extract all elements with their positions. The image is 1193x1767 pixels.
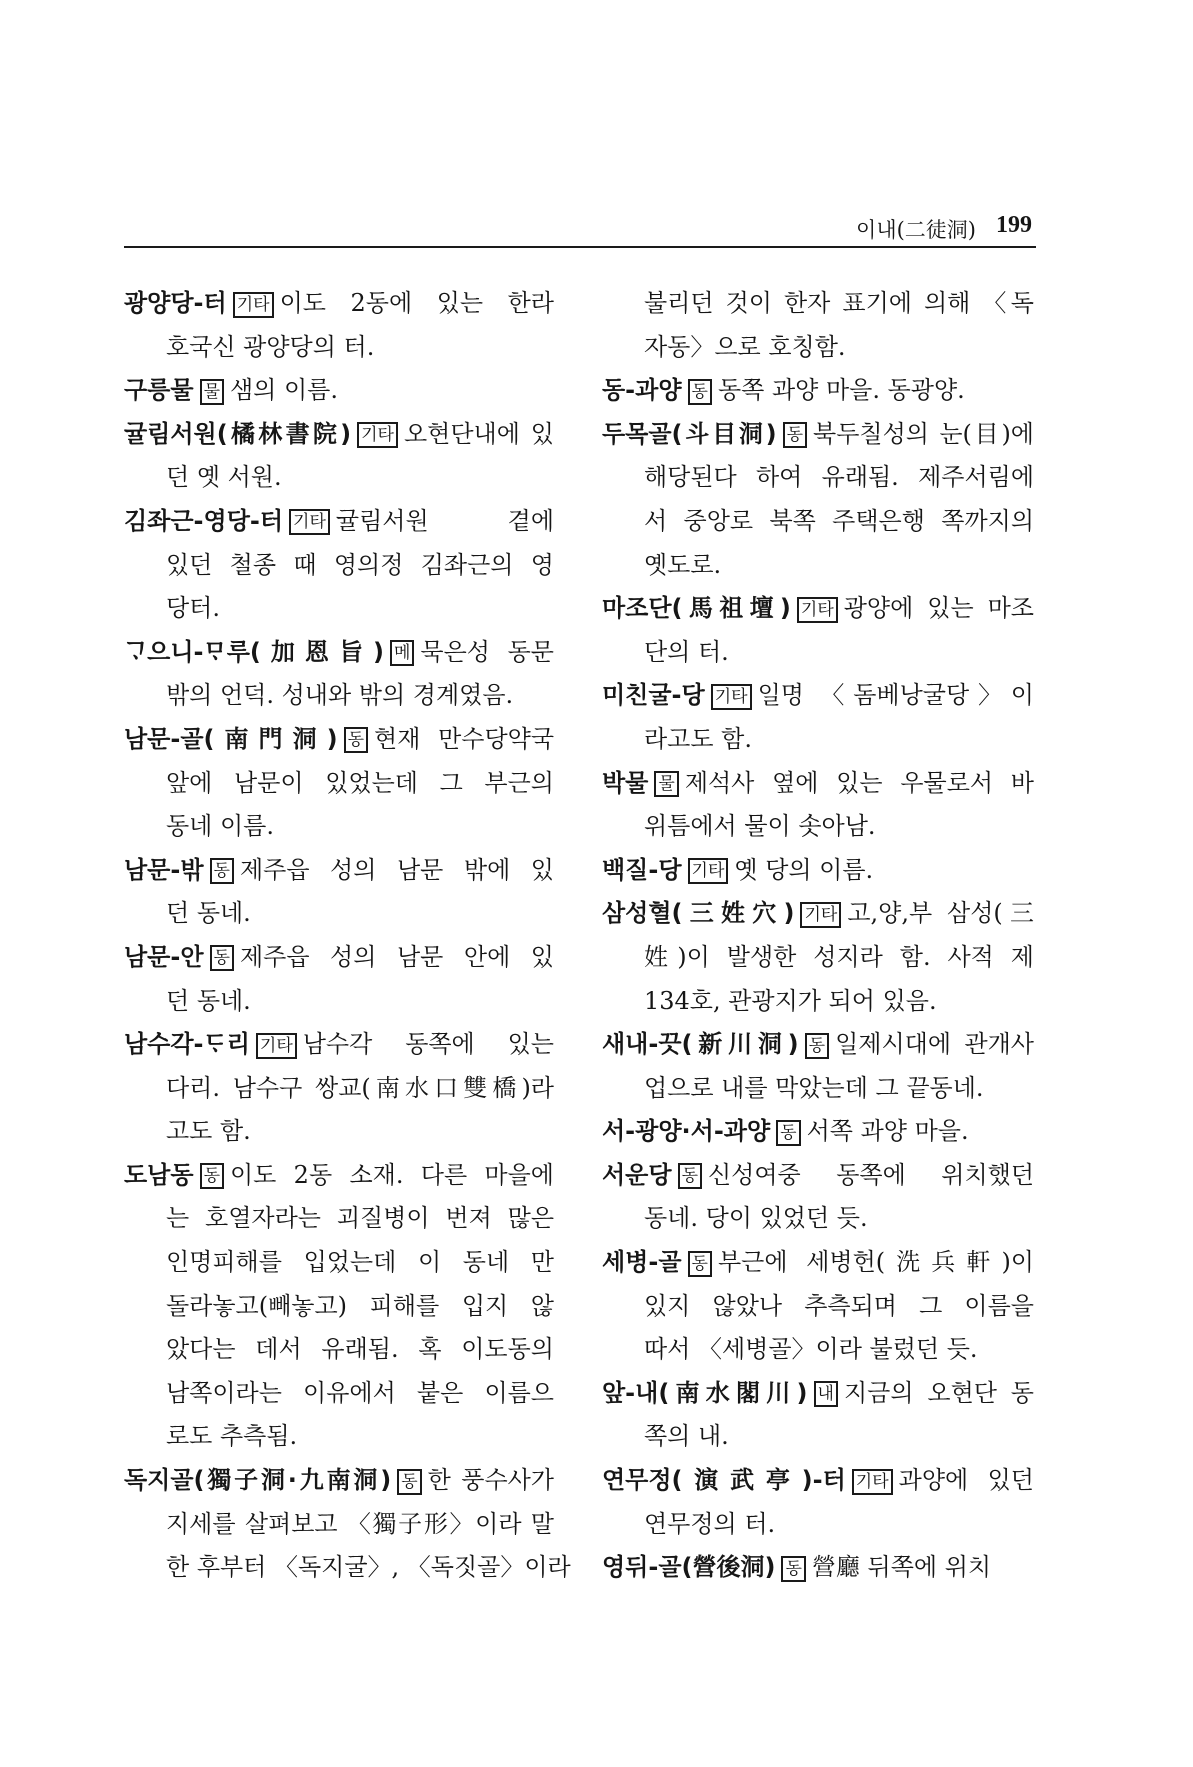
category-tag: 물 (200, 379, 224, 405)
entry-definition-text: 서쪽 과양 마을. (806, 1117, 969, 1146)
entry-first-line (124, 1023, 554, 1067)
category-tag: 기타 (800, 902, 841, 928)
entry-definition-text: 과양에 있던 (898, 1466, 1034, 1495)
dictionary-entry (124, 849, 554, 936)
dictionary-entry (602, 1546, 1034, 1590)
entry-definition-text: 묵은성 동문 (420, 637, 554, 666)
entry-continuation-line: 지세를 살펴보고 〈獨子形〉이라 말 (166, 1509, 554, 1538)
entry-continuation-line: 고도 함. (166, 1117, 251, 1146)
dictionary-entry (602, 413, 1034, 587)
entry-first-line (124, 282, 554, 326)
dictionary-entry (602, 1023, 1034, 1110)
dictionary-entry (602, 1459, 1034, 1546)
category-tag: 기타 (256, 1033, 297, 1059)
dictionary-entry (602, 1110, 1034, 1154)
entry-definition-text: 제석사 옆에 있는 우물로서 바 (684, 768, 1034, 797)
entry-definition-text: 이도 2동 소재. 다른 마을에 (230, 1160, 554, 1189)
entry-first-line (602, 369, 1034, 413)
entry-headword: 남문-골(南門洞) (124, 724, 338, 753)
entry-headword: 마조단(馬祖壇) (602, 594, 791, 623)
entry-headword: 두목골(斗目洞) (602, 419, 777, 448)
entry-definition-text: 營廳 뒤쪽에 위치 (811, 1553, 992, 1582)
category-tag: 동 (805, 1033, 829, 1059)
entry-first-line (124, 500, 554, 544)
entry-headword: 구릉물 (124, 376, 194, 405)
entry-first-line (602, 892, 1034, 936)
entry-first-line (602, 1459, 1034, 1503)
right-column (602, 282, 1034, 1590)
entry-continuation-line: 동네. 당이 있었던 듯. (644, 1204, 868, 1233)
category-tag: 메 (390, 640, 414, 666)
category-tag: 동 (776, 1120, 800, 1146)
entry-headword: 새내-끗(新川洞) (602, 1030, 799, 1059)
dictionary-entry (602, 674, 1034, 761)
entry-continuation-line: 업으로 내를 막았는데 그 끝동네. (644, 1073, 984, 1102)
entry-headword: 미친굴-당 (602, 681, 705, 710)
entry-first-line (602, 587, 1034, 631)
entry-continuation-line: 던 옛 서원. (166, 463, 282, 492)
entry-continuation-line: 로도 추측됨. (166, 1422, 298, 1451)
entry-first-line (124, 1459, 554, 1503)
dictionary-entry (602, 892, 1034, 1023)
category-tag: 동 (781, 1556, 805, 1582)
entry-headword: ᄀᆞ으니-ᄆᆞ루(加恩旨) (124, 637, 384, 666)
dictionary-entry (602, 849, 1034, 893)
dictionary-entry (602, 1154, 1034, 1241)
entry-definition-text: 이도 2동에 있는 한라 (279, 289, 554, 317)
entry-first-line (602, 282, 1034, 326)
category-tag: 기타 (688, 858, 729, 884)
entry-continuation-line: 姓)이 발생한 성지라 함. 사적 제 (644, 942, 1034, 971)
dictionary-entry (602, 282, 1034, 369)
entry-continuation-line: 앞에 남문이 있었는데 그 부근의 (166, 768, 554, 797)
entry-continuation-line: 단의 터. (644, 637, 729, 666)
category-tag: 기타 (357, 422, 398, 448)
entry-definition-text: 불리던 것이 한자 표기에 의해 〈독 (644, 289, 1034, 317)
page-header (124, 212, 1036, 248)
category-tag: 동 (688, 379, 712, 405)
dictionary-entry (124, 936, 554, 1023)
category-tag: 동 (688, 1251, 712, 1277)
entry-first-line (602, 1154, 1034, 1198)
entry-definition-text: 북두칠성의 눈(目)에 (813, 419, 1034, 448)
entry-first-line (124, 849, 554, 893)
dictionary-entry (124, 413, 554, 500)
entry-headword: 삼성혈(三姓穴) (602, 899, 795, 928)
entry-continuation-line: 옛도로. (644, 550, 722, 579)
entry-headword: 도남동 (124, 1160, 194, 1189)
entry-definition-text: 광양에 있는 마조 (843, 594, 1034, 623)
entry-definition-text: 부근에 세병헌(洗兵軒)이 (717, 1248, 1034, 1277)
category-tag: 동 (783, 422, 807, 448)
entry-definition-text: 귤림서원 곁에 (335, 506, 554, 535)
entry-definition-text: 동쪽 과양 마을. 동광양. (717, 376, 965, 405)
entry-first-line (124, 936, 554, 980)
entry-continuation-line: 남쪽이라는 이유에서 붙은 이름으 (166, 1378, 554, 1407)
entry-headword: 남문-안 (124, 942, 204, 971)
category-tag: 기타 (233, 292, 274, 318)
dictionary-entry (602, 369, 1034, 413)
entry-continuation-line: 연무정의 터. (644, 1509, 776, 1538)
entry-definition-text: 일명 〈돔베낭굴당〉이 (757, 681, 1034, 710)
entry-first-line (602, 1110, 1034, 1154)
entry-first-line (124, 369, 554, 413)
entry-definition-text: 샘의 이름. (230, 376, 338, 405)
entry-headword: 앞-내(南水閣川) (602, 1378, 808, 1407)
entry-continuation-line: 있던 철종 때 영의정 김좌근의 영 (166, 550, 554, 579)
dictionary-entry (124, 500, 554, 631)
entry-first-line (124, 413, 554, 457)
entry-continuation-line: 았다는 데서 유래됨. 혹 이도동의 (166, 1335, 554, 1364)
entry-definition-text: 제주읍 성의 남문 안에 있 (239, 942, 554, 971)
category-tag: 동 (344, 727, 368, 753)
dictionary-entry (602, 587, 1034, 674)
entry-first-line (124, 1154, 554, 1198)
entry-continuation-line: 인명피해를 입었는데 이 동네 만 (166, 1248, 554, 1277)
entry-first-line (124, 631, 554, 675)
entry-headword: 박물 (602, 768, 649, 797)
entry-definition-text: 옛 당의 이름. (734, 855, 874, 884)
entry-first-line (124, 718, 554, 762)
entry-definition-text: 신성여중 동쪽에 위치했던 (708, 1160, 1034, 1189)
category-tag: 동 (210, 945, 234, 971)
page-number: 199 (996, 212, 1032, 238)
entry-continuation-line: 다리. 남수구 쌍교(南水口雙橋)라 (166, 1073, 554, 1102)
entry-continuation-line: 동네 이름. (166, 812, 274, 841)
entry-definition-text: 남수각 동쪽에 있는 (302, 1030, 554, 1059)
entry-headword: 서운당 (602, 1160, 672, 1189)
entry-continuation-line: 당터. (166, 594, 220, 623)
entry-continuation-line: 돌라놓고(빼놓고) 피해를 입지 않 (166, 1291, 554, 1320)
category-tag: 동 (210, 858, 234, 884)
entry-headword: 귤림서원(橘林書院) (124, 419, 352, 448)
entry-headword: 세병-골 (602, 1248, 682, 1277)
dictionary-entry (602, 1241, 1034, 1372)
category-tag: 기타 (289, 509, 330, 535)
category-tag: 기타 (711, 684, 752, 710)
entry-continuation-line: 따서 〈세병골〉이라 불렀던 듯. (644, 1335, 978, 1364)
entry-continuation-line: 134호, 관광지가 되어 있음. (644, 986, 937, 1015)
entry-first-line (602, 849, 1034, 893)
dictionary-entry (124, 369, 554, 413)
dictionary-entry (124, 282, 554, 369)
dictionary-entry (124, 1023, 554, 1154)
entry-first-line (602, 1241, 1034, 1285)
entry-first-line (602, 762, 1034, 806)
entry-continuation-line: 라고도 함. (644, 724, 752, 753)
dictionary-entry (602, 1372, 1034, 1459)
entry-headword: 남수각-ᄃᆞ리 (124, 1030, 250, 1059)
entry-first-line (602, 1546, 1034, 1590)
entry-continuation-line: 는 호열자라는 괴질병이 번져 많은 (166, 1204, 554, 1233)
entry-headword: 독지골(獨子洞·九南洞) (124, 1466, 392, 1495)
entry-first-line (602, 413, 1034, 457)
entry-continuation-line: 해당된다 하여 유래됨. 제주서림에 (644, 463, 1034, 492)
dictionary-entry (124, 1459, 571, 1590)
entry-continuation-line: 있지 않았나 추측되며 그 이름을 (644, 1291, 1034, 1320)
category-tag: 동 (678, 1163, 702, 1189)
entry-first-line (602, 1023, 1034, 1067)
entry-headword: 동-과양 (602, 376, 682, 405)
category-tag: 물 (654, 771, 678, 797)
entry-definition-text: 오현단내에 있 (403, 419, 554, 448)
entry-first-line (602, 674, 1034, 718)
dictionary-entry (602, 762, 1034, 849)
category-tag: 기타 (797, 597, 838, 623)
entry-headword: 광양당-터 (124, 289, 227, 317)
entry-headword: 연무정(演武亭)-터 (602, 1466, 846, 1495)
category-tag: 기타 (852, 1469, 893, 1495)
entry-definition-text: 현재 만수당약국 (374, 724, 555, 753)
entry-continuation-line: 호국신 광양당의 터. (166, 332, 375, 361)
category-tag: 동 (397, 1469, 421, 1495)
entry-headword: 서-광양·서-과양 (602, 1117, 771, 1146)
entry-definition-text: 고,양,부 삼성(三 (847, 899, 1034, 928)
entry-continuation-line: 던 동네. (166, 986, 251, 1015)
entry-definition-text: 한 풍수사가 (427, 1466, 554, 1495)
entry-headword: 영뒤-골(營後洞) (602, 1553, 776, 1582)
entry-definition-text: 제주읍 성의 남문 밖에 있 (239, 855, 554, 884)
entry-first-line (602, 1372, 1034, 1416)
category-tag: 동 (200, 1163, 224, 1189)
entry-definition-text: 일제시대에 관개사 (835, 1030, 1034, 1059)
entry-continuation-line: 위틈에서 물이 솟아남. (644, 812, 876, 841)
category-tag: 내 (814, 1381, 838, 1407)
entry-headword: 백질-당 (602, 855, 682, 884)
left-column (124, 282, 571, 1590)
dictionary-entry (124, 631, 554, 718)
entry-continuation-line: 밖의 언덕. 성내와 밖의 경계였음. (166, 681, 514, 710)
dictionary-entry (124, 718, 554, 849)
entry-continuation-line: 쪽의 내. (644, 1422, 729, 1451)
running-title: 이내(二徒洞) (856, 218, 976, 242)
entry-definition-text: 지금의 오현단 동 (843, 1378, 1034, 1407)
entry-continuation-line: 자동〉으로 호칭함. (644, 332, 846, 361)
entry-headword: 김좌근-영당-터 (124, 506, 284, 535)
entry-headword: 남문-밖 (124, 855, 204, 884)
entry-continuation-line: 던 동네. (166, 899, 251, 928)
entry-continuation-line: 한 후부터 〈독지굴〉, 〈독짓골〉이라 (166, 1553, 571, 1582)
dictionary-entry (124, 1154, 554, 1459)
entry-continuation-line: 서 중앙로 북쪽 주택은행 쪽까지의 (644, 506, 1034, 535)
